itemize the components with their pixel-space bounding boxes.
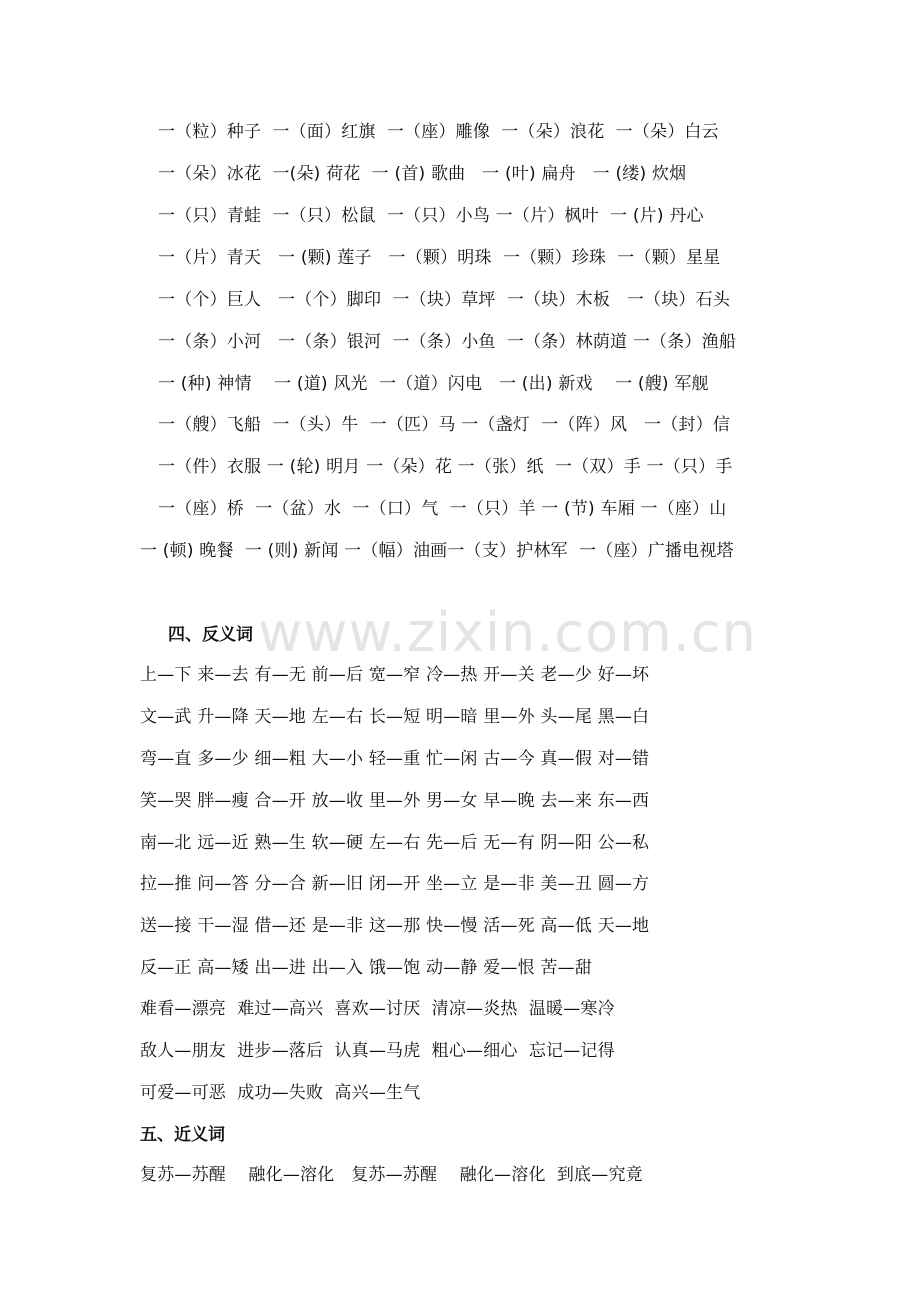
antonym-line: 弯—直 多—少 细—粗 大—小 轻—重 忙—闲 古—今 真—假 对—错 xyxy=(140,749,650,769)
antonym-line: 可爱—可恶 成功—失败 高兴—生气 xyxy=(140,1083,421,1103)
measure-words-line: 一（片）青天 一 (颗) 莲子 一（颗）明珠 一（颗）珍珠 一（颗）星星 xyxy=(158,248,721,268)
antonyms-heading: 四、反义词 xyxy=(168,625,253,645)
measure-words-line: 一（朵）冰花 一(朵) 荷花 一 (首) 歌曲 一 (叶) 扁舟 一 (缕) 炊烟 xyxy=(158,164,687,184)
measure-words-line: 一（个）巨人 一（个）脚印 一（块）草坪 一（块）木板 一（块）石头 xyxy=(158,290,731,310)
measure-words-line: 一（座）桥 一（盆）水 一（口）气 一（只）羊 一 (节) 车厢 一（座）山 xyxy=(158,499,727,519)
antonym-line: 反—正 高—矮 出—进 出—入 饿—饱 动—静 爱—恨 苦—甜 xyxy=(140,958,593,978)
measure-words-line: 一 (种) 神情 一 (道) 风光 一（道）闪电 一 (出) 新戏 一 (艘) 军舰 xyxy=(158,374,709,394)
antonym-line: 南—北 远—近 熟—生 软—硬 左—右 先—后 无—有 阴—阳 公—私 xyxy=(140,833,650,853)
synonym-line: 复苏—苏醒 融化—溶化 复苏—苏醒 融化—溶化 到底—究竟 xyxy=(140,1165,643,1185)
measure-words-line: 一（件）衣服 一 (轮) 明月 一（朵）花 一（张）纸 一（双）手 一（只）手 xyxy=(158,457,733,477)
antonym-line: 拉—推 问—答 分—合 新—旧 闭—开 坐—立 是—非 美—丑 圆—方 xyxy=(140,874,650,894)
antonym-line: 笑—哭 胖—瘦 合—开 放—收 里—外 男—女 早—晚 去—来 东—西 xyxy=(140,791,650,811)
measure-words-line: 一 (顿) 晚餐 一 (则) 新闻 一（幅）油画一（支）护林军 一（座）广播电视塔 xyxy=(140,541,734,561)
synonyms-heading: 五、近义词 xyxy=(140,1125,225,1145)
watermark-text: www.zixin.com.cn xyxy=(258,601,757,664)
antonym-line: 送—接 干—湿 借—还 是—非 这—那 快—慢 活—死 高—低 天—地 xyxy=(140,916,650,936)
antonym-line: 上—下 来—去 有—无 前—后 宽—窄 冷—热 开—关 老—少 好—坏 xyxy=(140,665,650,685)
antonym-line: 文—武 升—降 天—地 左—右 长—短 明—暗 里—外 头—尾 黑—白 xyxy=(140,707,650,727)
measure-words-line: 一（只）青蛙 一（只）松鼠 一（只）小鸟 一（片）枫叶 一 (片) 丹心 xyxy=(158,206,704,226)
measure-words-line: 一（粒）种子 一（面）红旗 一（座）雕像 一（朵）浪花 一（朵）白云 xyxy=(158,122,719,142)
measure-words-line: 一（艘）飞船 一（头）牛 一（匹）马 一（盏灯 一（阵）风 一（封）信 xyxy=(158,415,731,435)
antonym-line: 难看—漂亮 难过—高兴 喜欢—讨厌 清凉—炎热 温暖—寒冷 xyxy=(140,999,615,1019)
measure-words-line: 一（条）小河 一（条）银河 一（条）小鱼 一（条）林荫道 一（条）渔船 xyxy=(158,332,737,352)
antonym-line: 敌人—朋友 进步—落后 认真—马虎 粗心—细心 忘记—记得 xyxy=(140,1041,615,1061)
